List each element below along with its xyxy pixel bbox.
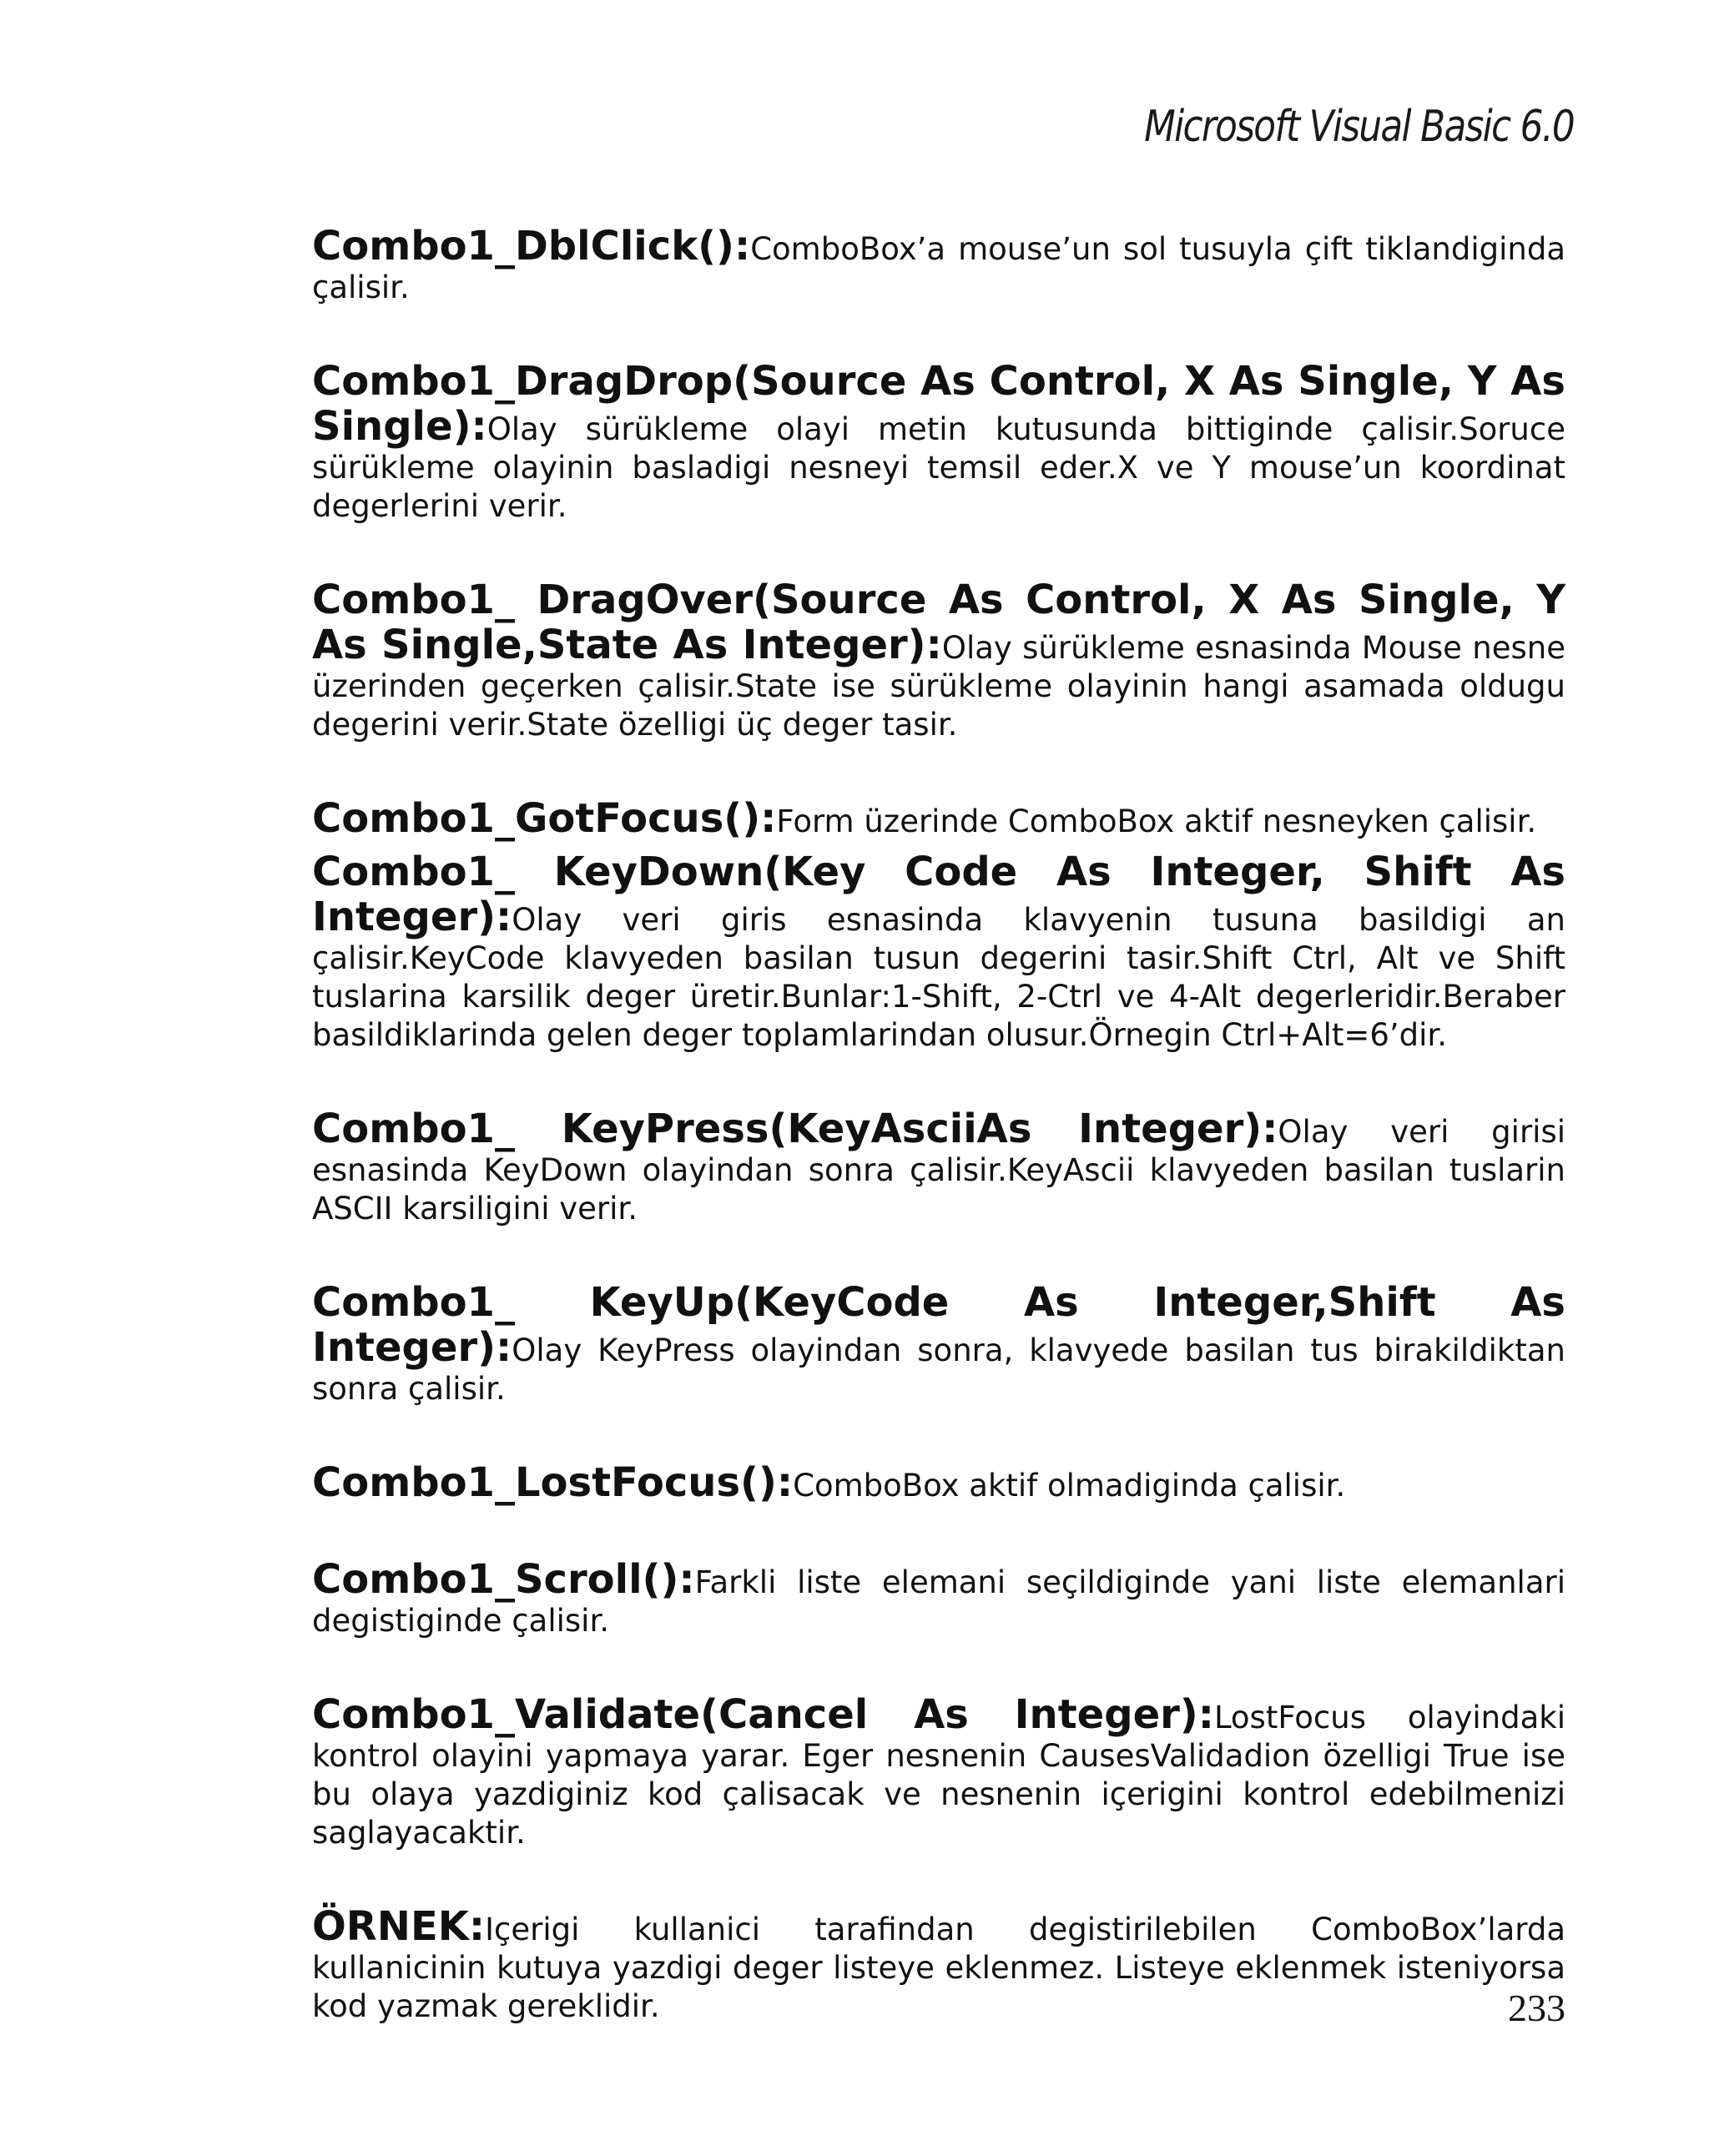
- event-description: Olay KeyPress olayindan sonra, klavyede basilan tus birakildiktan sonra çalisir.: [312, 1332, 1565, 1407]
- event-entry-keydown: [312, 849, 1565, 1055]
- event-entry-scroll: [312, 1557, 1565, 1640]
- event-entry-dragover: [312, 577, 1565, 744]
- event-signature: Combo1_DragDrop(Source As Control, X As Single, Y As Single):: [312, 358, 1565, 450]
- page-number: 233: [1508, 1987, 1565, 2029]
- example-note: [312, 1904, 1565, 2026]
- event-description: Olay sürükleme olayi metin kutusunda bittiginde çalisir.Soruce sürükleme olayinin basladigi nesneyi temsil eder.X ve Y mouse’un koordinat degerlerini verir.: [312, 411, 1565, 524]
- event-entry-dblclick: [312, 224, 1565, 307]
- example-description: Içerigi kullanici tarafindan degistirilebilen ComboBox’larda kullanicinin kutuya yazdigi deger listeye eklenmez. Listeye eklenmek isteniyorsa kod yazmak gereklidir.: [312, 1912, 1565, 2024]
- running-header: Microsoft Visual Basic 6.0: [1144, 102, 1574, 152]
- event-description: LostFocus olayindaki kontrol olayini yapmaya yarar. Eger nesnenin CausesValidadion özelligi True ise bu olaya yazdiginiz kod çalisacak ve nesnenin içerigini kontrol edebilmenizi saglayacaktir.: [312, 1700, 1565, 1851]
- event-entry-lostfocus: [312, 1460, 1565, 1505]
- event-signature: Combo1_ DragOver(Source As Control, X As Single, Y As Single,State As Integer):: [312, 577, 1565, 668]
- event-description: ComboBox’a mouse’un sol tusuyla çift tiklandiginda çalisir.: [312, 231, 1565, 305]
- event-description: Form üzerinde ComboBox aktif nesneyken çalisir.: [776, 803, 1537, 839]
- event-entry-dragdrop: [312, 359, 1565, 526]
- event-description: Olay veri girisi esnasinda KeyDown olayindan sonra çalisir.KeyAscii klavyeden basilan tuslarin ASCII karsiligini verir.: [312, 1114, 1566, 1227]
- event-description: Farkli liste elemani seçildiginde yani liste elemanlari degistiginde çalisir.: [312, 1564, 1565, 1639]
- event-signature: Combo1_ KeyDown(Key Code As Integer, Shift As Integer):: [312, 849, 1565, 940]
- event-entry-keyup: [312, 1280, 1565, 1408]
- event-signature: Combo1_Validate(Cancel As Integer):: [312, 1691, 1214, 1738]
- example-label: ÖRNEK:: [312, 1903, 486, 1950]
- event-signature: Combo1_Scroll():: [312, 1556, 695, 1603]
- event-description: ComboBox aktif olmadiginda çalisir.: [793, 1468, 1346, 1504]
- event-entry-keypress: [312, 1106, 1565, 1228]
- event-entry-validate: [312, 1692, 1565, 1852]
- event-description: Olay veri giris esnasinda klavyenin tusuna basildigi an çalisir.KeyCode klavyeden basilan tusun degerini tasir.Shift Ctrl, Alt ve Shift tuslarina karsilik deger üretir.Bunlar:1-Shift, 2-Ctrl ve 4-Alt degerleridir.Beraber basildiklarinda gelen deger toplamlarindan olusur.Örnegin Ctrl+Alt=6’dir.: [312, 902, 1565, 1053]
- event-entry-gotfocus: [312, 796, 1565, 841]
- event-description: Olay sürükleme esnasinda Mouse nesne üzerinden geçerken çalisir.State ise sürükleme olayinin hangi asamada oldugu degerini verir.State özelligi üç deger tasir.: [312, 630, 1565, 743]
- page-body: [312, 224, 1565, 2078]
- event-signature: Combo1_ KeyUp(KeyCode As Integer,Shift As Integer):: [312, 1279, 1565, 1371]
- event-signature: Combo1_GotFocus():: [312, 795, 777, 842]
- event-signature: Combo1_ KeyPress(KeyAsciiAs Integer):: [312, 1106, 1278, 1152]
- event-signature: Combo1_DblClick():: [312, 223, 751, 270]
- event-signature: Combo1_LostFocus():: [312, 1459, 794, 1506]
